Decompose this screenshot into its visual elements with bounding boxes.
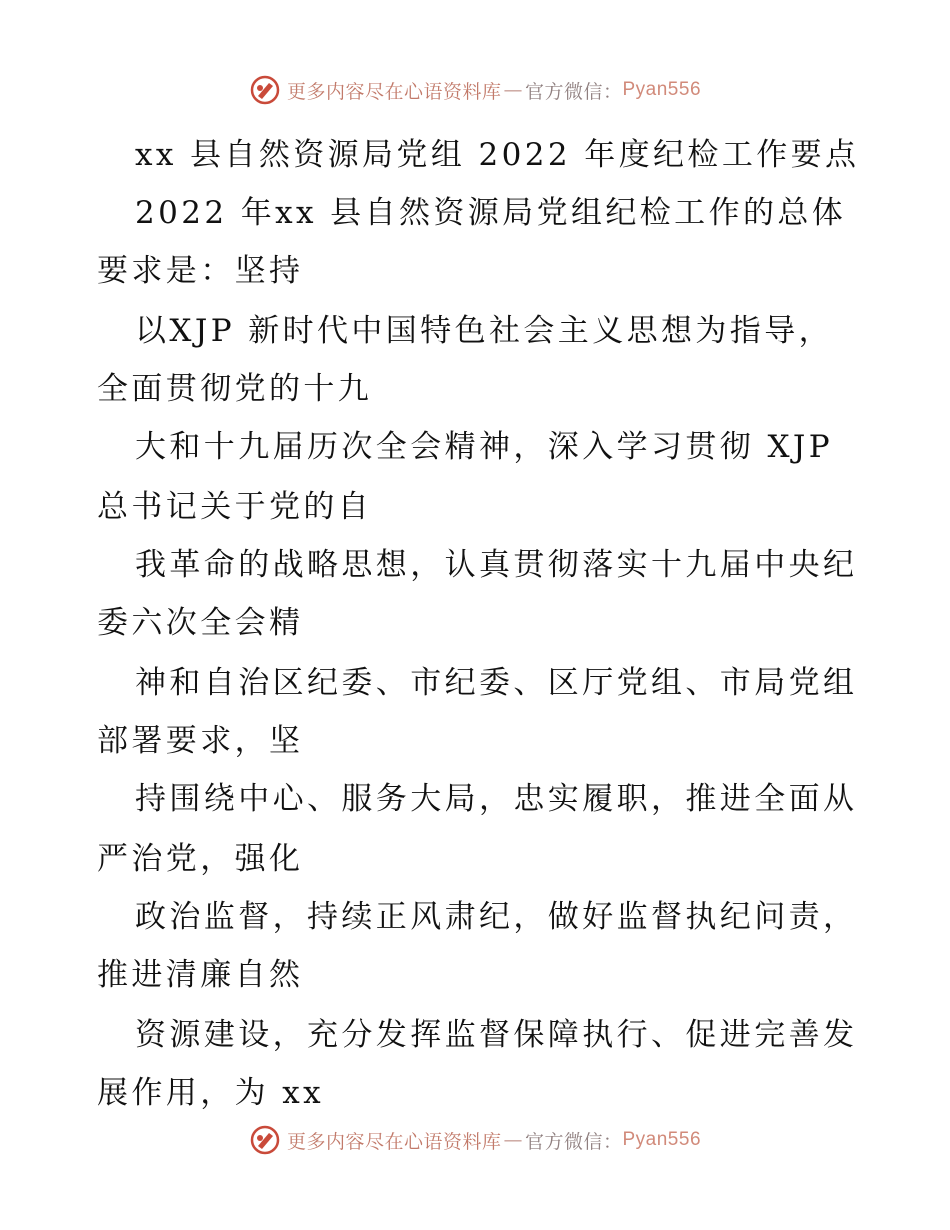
body-line: 严治党，强化 xyxy=(97,841,304,877)
body-line: 以XJP 新时代中国特色社会主义思想为指导， xyxy=(135,313,834,349)
body-line: 2022 年xx 县自然资源局党组纪检工作的总体 xyxy=(135,195,847,231)
body-line: 总书记关于党的自 xyxy=(97,489,373,525)
body-line: 我革命的战略思想，认真贯彻落实十九届中央纪 xyxy=(135,547,858,583)
watermark-text: 更多内容尽在心语资料库 xyxy=(286,1130,502,1153)
watermark-label: 官方微信： xyxy=(524,1130,623,1153)
brand-logo-icon xyxy=(249,74,281,106)
document-title: xx 县自然资源局党组 2022 年度纪检工作要点 xyxy=(135,137,860,173)
watermark-separator: — xyxy=(503,1129,523,1151)
header-watermark xyxy=(0,70,950,110)
body-line: 展作用，为 xx xyxy=(97,1075,325,1111)
body-line: 委六次全会精 xyxy=(97,605,304,641)
body-line: 政治监督，持续正风肃纪，做好监督执纪问责， xyxy=(135,899,858,935)
watermark-label: 官方微信： xyxy=(524,80,623,103)
watermark-id: Pyan556 xyxy=(622,1129,702,1150)
watermark-id: Pyan556 xyxy=(622,79,702,100)
body-line: 全面贯彻党的十九 xyxy=(97,371,373,407)
body-line: 要求是：坚持 xyxy=(97,253,304,289)
body-line: 大和十九届历次全会精神，深入学习贯彻 XJP xyxy=(135,429,834,465)
watermark-text: 更多内容尽在心语资料库 xyxy=(286,80,502,103)
footer-watermark xyxy=(0,1120,950,1160)
body-line: 推进清廉自然 xyxy=(97,957,304,993)
body-line: 持围绕中心、服务大局，忠实履职，推进全面从 xyxy=(135,781,858,817)
body-line: 神和自治区纪委、市纪委、区厅党组、市局党组 xyxy=(135,665,858,701)
body-line: 资源建设，充分发挥监督保障执行、促进完善发 xyxy=(135,1017,858,1053)
brand-logo-icon xyxy=(249,1124,281,1156)
body-line: 部署要求，坚 xyxy=(97,723,304,759)
watermark-separator: — xyxy=(503,79,523,101)
